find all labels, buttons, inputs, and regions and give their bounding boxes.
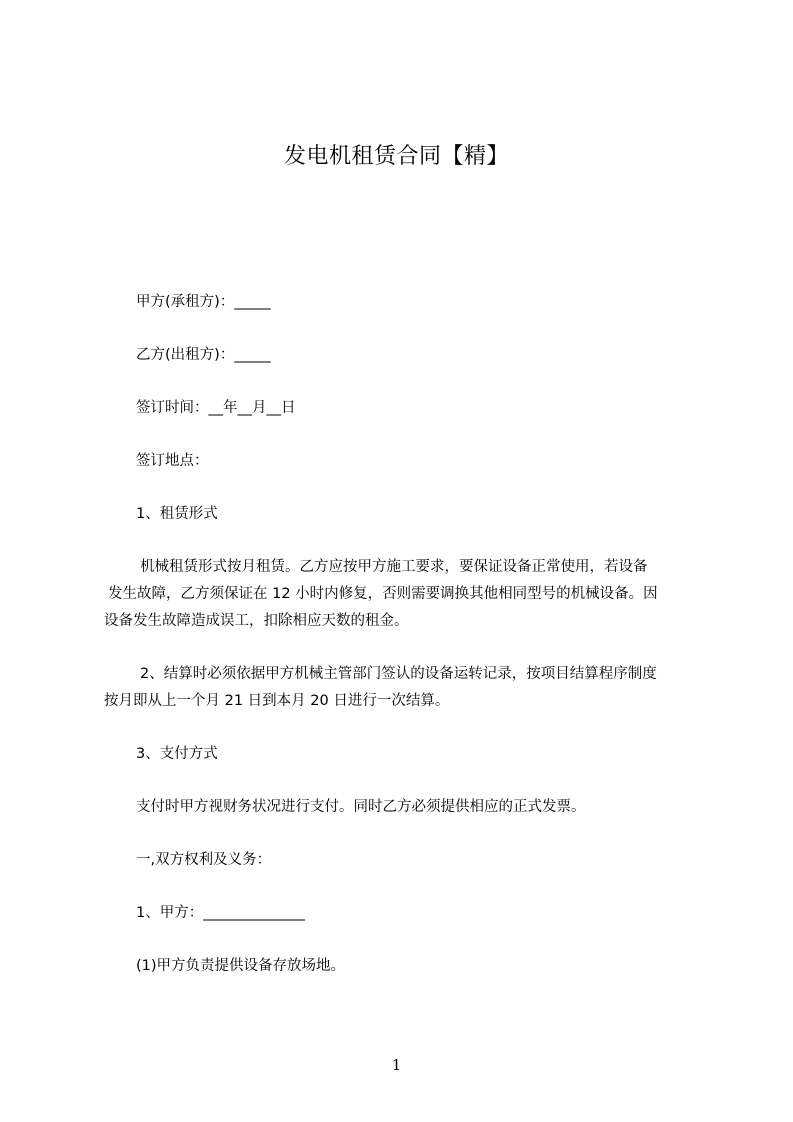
section-1-body-line-2: 发生故障，乙方须保证在 12 小时内修复，否则需要调换其他相同型号的机械设备。因 (108, 586, 658, 602)
signing-place-line: 签订地点： (136, 453, 209, 469)
document-title: 发电机租赁合同【精】 (283, 144, 509, 169)
section-1-body-line-1: 机械租赁形式按月租赁。乙方应按甲方施工要求，要保证设备正常使用，若设备 (140, 559, 648, 575)
party-a-line: 甲方(承租方)：_____ (136, 294, 271, 310)
section-1-body-line-3: 设备发生故障造成误工，扣除相应天数的租金。 (104, 613, 409, 629)
party-a-item-1: (1)甲方负责提供设备存放场地。 (136, 958, 346, 974)
section-2-line-1: 2、结算时必须依据甲方机械主管部门签认的设备运转记录，按项目结算程序制度 (140, 666, 657, 682)
page-number: 1 (391, 1056, 402, 1074)
party-b-line: 乙方(出租方)：_____ (136, 347, 271, 363)
signing-time-line: 签订时间：__年__月__日 (136, 400, 296, 416)
section-3-heading: 3、支付方式 (136, 746, 218, 762)
section-3-body: 支付时甲方视财务状况进行支付。同时乙方必须提供相应的正式发票。 (136, 799, 586, 815)
section-2-line-2: 按月即从上一个月 21 日到本月 20 日进行一次结算。 (104, 693, 450, 709)
party-a-clause: 1、甲方：______________ (136, 905, 305, 921)
section-1-heading: 1、租赁形式 (136, 506, 218, 522)
rights-heading: 一,双方权利及义务： (136, 852, 272, 868)
